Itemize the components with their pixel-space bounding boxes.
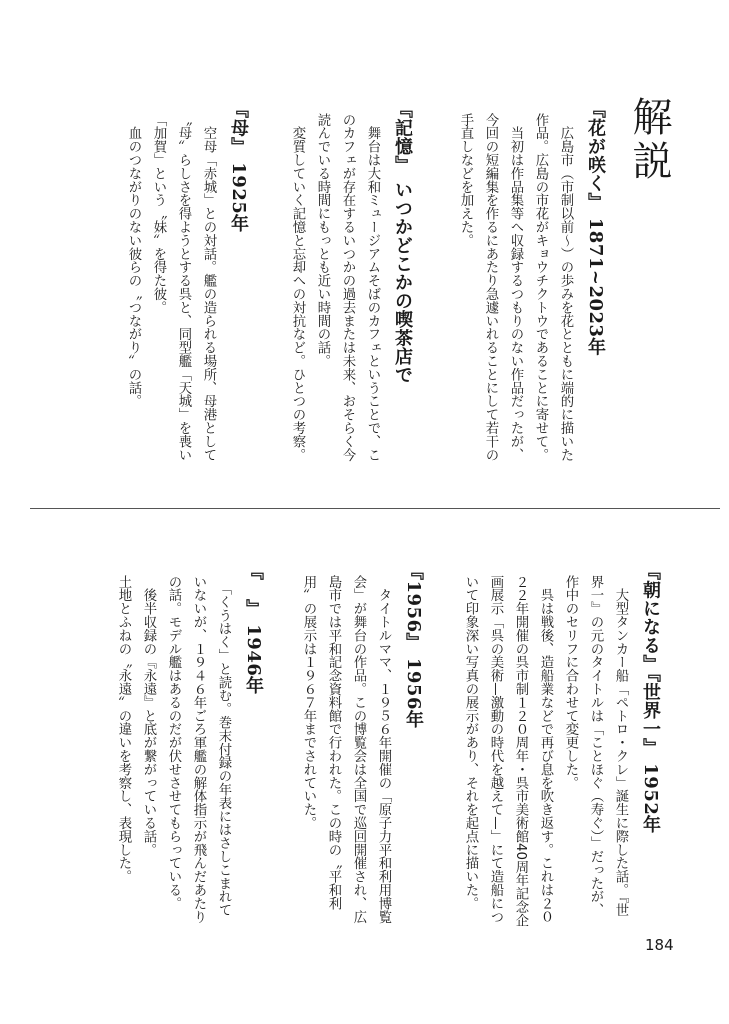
section-heading: 『 』 1946年 bbox=[243, 562, 264, 695]
section-asa-ni-naru bbox=[458, 562, 667, 927]
page-number: 184 bbox=[645, 936, 674, 954]
section-heading: 『母』 1925年 bbox=[228, 100, 249, 233]
section-divider bbox=[30, 508, 720, 509]
section-kioku bbox=[285, 100, 419, 461]
section-heading: 『1956』 1956年 bbox=[403, 562, 424, 729]
body-line: 「くうはく」と読む。巻末付録の年表にはさしこまれて bbox=[216, 575, 231, 917]
section-heading: 『記憶』 いつかどこかの喫茶店で bbox=[392, 100, 413, 385]
body-line: 広島市（市制以前〜）の歩みを花とともに端的に描いた bbox=[558, 113, 573, 462]
body-line: 島市では平和記念資料館で行われた。この時の〝平和利 bbox=[326, 575, 341, 910]
section-hana-ga-saku bbox=[453, 100, 612, 461]
section-heading: 『朝になる』『世界一』 1952年 bbox=[640, 562, 661, 834]
body-line: いて印象深い写真の展示があり、それを起点に描いた。 bbox=[463, 575, 478, 910]
body-line: 用〟の展示は１９６７年までされていた。 bbox=[301, 575, 316, 830]
body-line: 「加賀」という〝妹〟を得た彼。 bbox=[151, 113, 166, 314]
body-line: ２２年開催の呉市制１２０周年・呉市美術館40周年記念企 bbox=[513, 575, 528, 928]
body-line: 呉は戦後、造船業などで再び息を吹き返す。これは２０ bbox=[538, 575, 553, 924]
body-line: 当初は作品集等へ収録するつもりのない作品だったが、 bbox=[508, 113, 523, 462]
body-line: 読んでいる時間にもっとも近い時間の話。 bbox=[315, 113, 330, 368]
section-haha bbox=[121, 100, 255, 461]
body-line: 作品。広島の市花がキョウチクトウであることに寄せて。 bbox=[533, 113, 548, 462]
body-line: いないが、１９４６年ごろ軍艦の解体指示が飛んだあたり bbox=[191, 575, 206, 924]
body-line: 〝母〟らしさを得ようとする呉と、同型艦「天城」を喪い bbox=[176, 113, 191, 462]
body-line: 作中のセリフに合わせて変更した。 bbox=[563, 575, 578, 790]
body-line: 血のつながりのない彼らの〝つながり〟の話。 bbox=[126, 113, 141, 408]
body-line: 手直しなどを加えた。 bbox=[458, 113, 473, 247]
body-line: 大型タンカー船「ペトロ・クレ」誕生に際した話。『世 bbox=[613, 575, 628, 917]
body-line: 画展示「呉の美術—激動の時代を越えて—」にて造船につ bbox=[488, 575, 503, 924]
section-kuuhaku bbox=[111, 562, 270, 923]
body-line: の話。モデル艦はあるのだが伏せさせてもらっている。 bbox=[166, 575, 181, 910]
page-title: 解説 bbox=[626, 96, 672, 184]
body-line: 土地とふねの〝永遠〟の違いを考察し、表現した。 bbox=[116, 575, 131, 884]
section-heading: 『花が咲く』 1871~2023年 bbox=[585, 100, 606, 357]
body-line: 後半収録の『永遠』と底が繋がっている話。 bbox=[141, 575, 156, 857]
body-line: 会」が舞台の作品。この博覧会は全国で巡回開催され、広 bbox=[351, 575, 366, 924]
body-line: のカフェが存在するいつかの過去または未来、おそらく今 bbox=[340, 113, 355, 462]
body-line: 変質していく記憶と忘却への対抗など。ひとつの考察。 bbox=[290, 113, 305, 462]
body-line: 今回の短編集を作るにあたり急遽いれることにして若干の bbox=[483, 113, 498, 462]
section-1956 bbox=[296, 562, 430, 923]
body-line: 界一』の元のタイトルは「ことほぐ（寿ぐ）」だったが、 bbox=[588, 575, 603, 917]
body-line: 舞台は大和ミュージアムそばのカフェということで、こ bbox=[365, 113, 380, 462]
body-line: 空母「赤城」との対話。艦の造られる場所、母港として bbox=[201, 113, 216, 462]
body-line: タイトルママ、１９５６年開催の「原子力平和利用博覧 bbox=[376, 575, 391, 924]
